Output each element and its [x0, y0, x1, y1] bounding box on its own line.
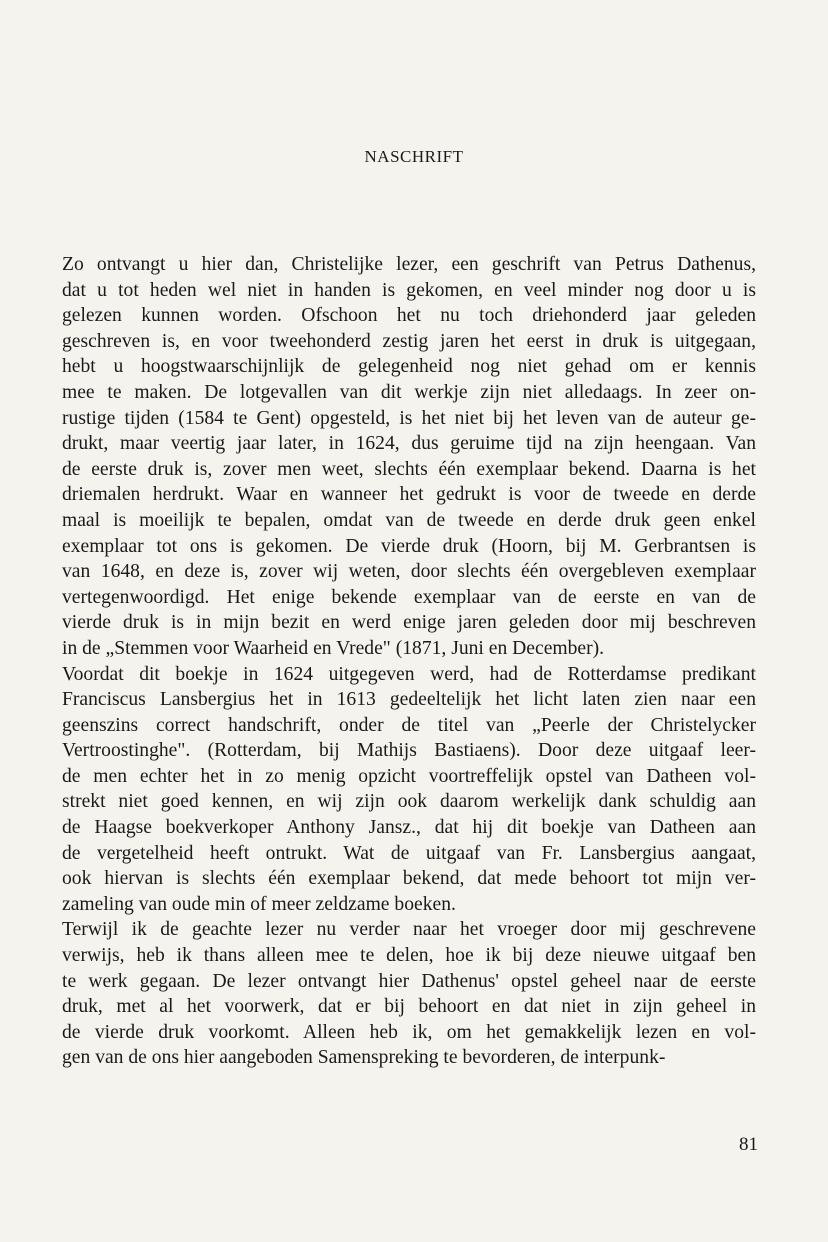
- text-line: van 1648, en deze is, zover wij weten, door slechts één overgebleven exemplaar: [62, 561, 756, 583]
- text-line: zameling van oude min of meer zeldzame boeken.: [62, 893, 456, 915]
- text-line: druk, met al het voorwerk, dat er bij behoort en dat niet in zijn geheel in: [62, 996, 756, 1018]
- text-line: exemplaar tot ons is gekomen. De vierde druk (Hoorn, bij M. Gerbrantsen is: [62, 535, 756, 557]
- paragraph: [62, 662, 756, 918]
- text-line: Franciscus Lansbergius het in 1613 gedeeltelijk het licht laten zien naar een: [62, 689, 756, 711]
- text-line: geenszins correct handschrift, onder de titel van „Peerle der Christelycker: [62, 714, 756, 736]
- paragraph: [62, 917, 756, 1071]
- text-line: Vertroostinghe". (Rotterdam, bij Mathijs Bastiaens). Door deze uitgaaf leer-: [62, 740, 756, 762]
- text-line: verwijs, heb ik thans alleen mee te delen, hoe ik bij deze nieuwe uitgaaf ben: [62, 945, 756, 967]
- text-line: de vierde druk voorkomt. Alleen heb ik, om het gemakkelijk lezen en vol-: [62, 1021, 756, 1043]
- text-line: gen van de ons hier aangeboden Samenspreking te bevorderen, de interpunk-: [62, 1047, 666, 1069]
- text-line: Zo ontvangt u hier dan, Christelijke lezer, een geschrift van Petrus Dathenus,: [62, 254, 756, 275]
- text-line: in de „Stemmen voor Waarheid en Vrede" (1871, Juni en December).: [62, 637, 605, 659]
- paragraph: [62, 252, 756, 662]
- text-line: de vergetelheid heeft ontrukt. Wat de uitgaaf van Fr. Lansbergius aangaat,: [62, 842, 756, 864]
- text-line: driemalen herdrukt. Waar en wanneer het gedrukt is voor de tweede en derde: [62, 484, 756, 506]
- text-line: de eerste druk is, zover men weet, slechts één exemplaar bekend. Daarna is het: [62, 458, 756, 480]
- page-number: 81: [739, 1134, 758, 1155]
- text-line: mee te maken. De lotgevallen van dit werkje zijn niet alledaags. In zeer on-: [62, 381, 756, 403]
- text-line: de Haagse boekverkoper Anthony Jansz., dat hij dit boekje van Datheen aan: [62, 817, 756, 839]
- text-line: rustige tijden (1584 te Gent) opgesteld, is het niet bij het leven van de auteur ge-: [62, 407, 756, 429]
- text-line: ook hiervan is slechts één exemplaar bekend, dat mede behoort tot mijn ver-: [62, 868, 756, 890]
- page-title: NASCHRIFT: [364, 147, 464, 166]
- text-line: de men echter het in zo menig opzicht voortreffelijk opstel van Datheen vol-: [62, 765, 756, 787]
- text-line: strekt niet goed kennen, en wij zijn ook daarom werkelijk dank schuldig aan: [62, 791, 756, 813]
- text-line: vertegenwoordigd. Het enige bekende exemplaar van de eerste en van de: [62, 586, 756, 608]
- text-line: Terwijl ik de geachte lezer nu verder naar het vroeger door mij geschrevene: [62, 919, 756, 941]
- text-line: hebt u hoogstwaarschijnlijk de gelegenheid nog niet gehad om er kennis: [62, 356, 756, 378]
- text-line: dat u tot heden wel niet in handen is gekomen, en veel minder nog door u is: [62, 279, 756, 301]
- text-line: geschreven is, en voor tweehonderd zestig jaren het eerst in druk is uitgegaan,: [62, 330, 756, 352]
- text-line: maal is moeilijk te bepalen, omdat van de tweede en derde druk geen enkel: [62, 509, 756, 531]
- body-text: [62, 252, 756, 1071]
- text-line: Voordat dit boekje in 1624 uitgegeven werd, had de Rotterdamse predikant: [62, 663, 756, 685]
- text-line: te werk gegaan. De lezer ontvangt hier Dathenus' opstel geheel naar de eerste: [62, 970, 756, 992]
- text-line: vierde druk is in mijn bezit en werd enige jaren geleden door mij beschreven: [62, 612, 756, 634]
- text-line: gelezen kunnen worden. Ofschoon het nu toch driehonderd jaar geleden: [62, 305, 756, 327]
- text-line: drukt, maar veertig jaar later, in 1624, dus geruime tijd na zijn heengaan. Van: [62, 433, 756, 455]
